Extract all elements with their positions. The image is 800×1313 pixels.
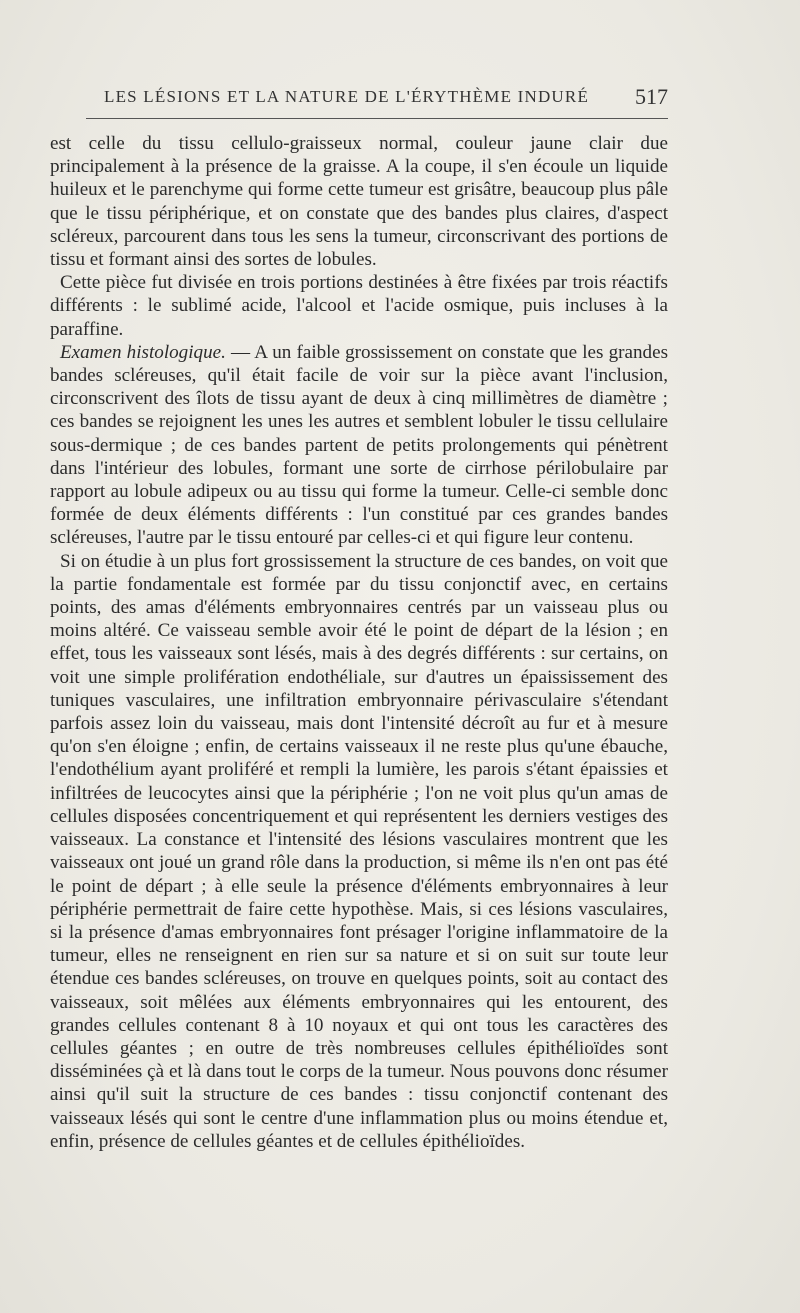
paragraph-examen-histologique [50, 341, 668, 550]
paragraph-continuation: est celle du tissu cellulo-graisseux normal, couleur jaune clair due principalement à la présence de la graisse. A la coupe, il s'en écoule un liquide huileux et le parenchyme qui forme cette tumeur est grisâtre, beaucoup plus pâle que le tissu périphérique, et on constate que des bandes plus claires, d'aspect scléreux, parcourent dans tous les sens la tumeur, circonscrivant des portions de tissu et formant ainsi des sortes de lobules. [50, 133, 668, 271]
paragraph-reactifs: Cette pièce fut divisée en trois portions destinées à être fixées par trois réactifs différents : le sublimé acide, l'alcool et l'acide osmique, puis incluses à la paraffine. [50, 272, 668, 340]
header-rule [86, 118, 668, 119]
section-lead-in: Examen histologique. [60, 341, 226, 363]
paragraph-fort-grossissement: Si on étudie à un plus fort grossissement la structure de ces bandes, on voit que la partie fondamentale est formée par du tissu conjonctif avec, en certains points, des amas d'éléments embryonnaires centrés par un vaisseau plus ou moins altéré. Ce vaisseau semble avoir été le point de départ de la lésion ; en effet, tous les vaisseaux sont lésés, mais à des degrés différents : sur certains, on voit une simple prolifération endothéliale, sur d'autres un épaississement des tuniques vasculaires, une infiltration embryonnaire périvasculaire s'étendant parfois assez loin du vaisseau, mais dont l'intensité décroît au fur et à mesure qu'on s'en éloigne ; enfin, de certains vaisseaux il ne reste plus qu'une ébauche, l'endothélium ayant proliféré et rempli la lumière, les parois s'étant épaissies et infiltrées de leucocytes ainsi que la périphérie ; l'on ne voit plus qu'un amas de cellules disposées concentriquement et qui représentent les derniers vestiges des vaisseaux. La constance et l'intensité des lésions vasculaires montrent que les vaisseaux ont joué un grand rôle dans la production, si même ils n'en ont pas été le point de départ ; à elle seule la présence d'éléments embryonnaires à leur périphérie permettrait de faire cette hypothèse. Mais, si ces lésions vasculaires, si la présence d'amas embryonnaires font présager l'origine inflammatoire de la tumeur, elles ne renseignent en rien sur sa nature et si on suit sur toute leur étendue ces bandes scléreuses, on trouve en quelques points, soit au contact des vaisseaux, soit mêlées aux éléments embryonnaires qui les entourent, des grandes cellules contenant 8 à 10 noyaux et qui ont tous les caractères des cellules géantes ; en outre de très nombreuses cellules épithélioïdes sont disséminées çà et là dans tout le corps de la tumeur. Nous pouvons donc résumer ainsi qu'il suit la structure de ces bandes : tissu conjonctif contenant des vaisseaux lésés qui sont le centre d'une inflammation plus ou moins étendue et, enfin, présence de cellules géantes et de cellules épithélioïdes. [50, 550, 668, 1152]
page-number: 517 [635, 84, 668, 109]
page-header [90, 84, 668, 112]
paragraph-examen-text: — A un faible grossissement on constate que les grandes bandes scléreuses, qu'il était facile de voir sur la pièce avant l'inclusion, circonscrivent des îlots de tissu ayant de deux à cinq millimètres de diamètre ; ces bandes se rejoignent les unes les autres et semblent lobuler le tissu cellulaire sous-dermique ; de ces bandes partent de petits prolongements qui pénètrent dans l'intérieur des lobules, formant une sorte de cirrhose périlobulaire par rapport au lobule adipeux ou au tissu qui forme la tumeur. Celle-ci semble donc formée de deux éléments différents : l'un constitué par ces grandes bandes scléreuses, l'autre par le tissu entouré par celles-ci et qui figure leur contenu. [50, 341, 669, 549]
running-title: LES LÉSIONS ET LA NATURE DE L'ÉRYTHÈME INDURÉ [104, 87, 590, 106]
body-text [50, 132, 668, 1153]
